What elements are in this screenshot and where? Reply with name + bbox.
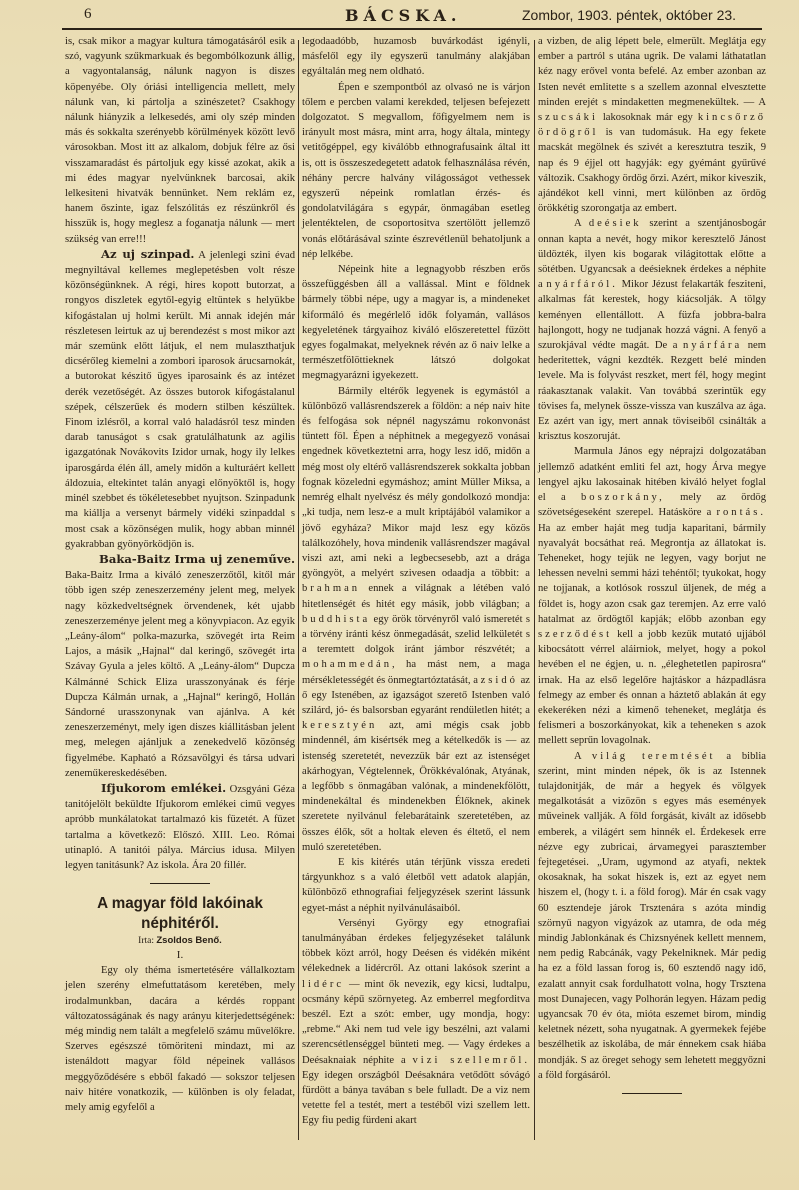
item-text: Ozsgyáni Géza tanitójelölt beküldte Ifjukorom emlékei cimű vegyes apróbb munkálatokat tartalmazó kis füzetét. A füzet tartalma a következő: Előszó. XIII. Leo. Római utinapló. A tanitói pálya. Március idusa. Milyen legyen tanitásunk? Az iskola. Ára 20 fillér.	[65, 783, 295, 871]
spaced-term: deésiek	[588, 218, 642, 230]
paragraph	[302, 916, 530, 1129]
text-run: a biblia szerint, mint minden népek, ők is az Istennek tulajdonitják, de már a hegyek és völgyek megalkotását a vizözön s egyes más események műveinek vallják. A föld forgását, kivált az idősebb emberek, a világért sem hinnék el. Érdekesek erre nézve egy zubricai, árvamegyei parasztember fejtegetései. „Uram, ugymond az atyafi, nektek okosaknak, ha sokat hiszek is, ezt az egyet nem hiszem el, (hogy t. i. a föld forog). Már én csak vagy 60 esztendeje járok Trsztenára s azóta mindig szörnyű nagyon vigyázok az utamra, de oda még mindig Jablonkának és Chizsnyének kellett mennem, nem pedig Rabcánák, vagy Pekelniknek. Már pedig ha ez a föld lassan forog is, 60 esztendő nagy idő, ezalatt annyit csak fordulhatott volna, hogy Trsztena most Dunajecen, vagy Polhorán legyen. Házam pedig ugyancsak 70 év óta, mióta eszemet birom, mindig keletnek nézett, soha nyugatnak. A gyermekek fejébe beszélhetik az iskolába, de már énnekem csak hiába mondják. S az öreget sehogy sem lehetett meggyőzni a föld forgásáról.	[538, 750, 767, 1081]
spaced-term: szerződést	[538, 628, 613, 640]
text-run: nem hederitettek, vágni kezdték. Rezgett belé minden levele. Ma is folyvást reszket, mert fél, hogy megint ráakasztanak valakit. Van továbbá szerintük egy tövises fa, melynek össze-vissza van kuszálva az ága. Ez azért van igy, mert annak töviseiből csinálták a krisztus koszoruját.	[538, 340, 766, 443]
end-rule	[622, 1093, 682, 1094]
dateline: Zombor, 1903. péntek, október 23.	[522, 7, 737, 23]
spaced-term: rontás.	[716, 507, 766, 519]
spaced-term: boszorkány,	[580, 492, 665, 504]
spaced-term: vizi szellemről.	[412, 1054, 530, 1066]
spaced-term: kincsőrző ördögről	[538, 112, 766, 139]
header-rule	[62, 28, 762, 30]
spaced-term: brahman	[302, 583, 361, 595]
byline-prefix: Irta:	[138, 936, 154, 947]
text-run: egy örök törvényről való ismeretét s a törvény iránti kész önmegadását, szelid lelkületét s a teremtett dolgok iránt jámbor részvétét; a	[302, 613, 530, 656]
spaced-term: lidérc	[302, 978, 345, 990]
spaced-term: mohammedán	[302, 659, 393, 671]
text-run: szerint a szentjánosbogár onnan kapta a nevét, hogy mikor keresztelő Jánost üldözték, ilyen kis bogarak világitottak előtte a sötétben. Ugyancsak a deésieknek érdekes a néphite a	[538, 218, 766, 291]
news-item-baka-baitz: Baka-Baitz Irma a kiváló zeneszerzőtől, kitől már több igen szép zeneszerzemény jelent meg, melyek nagy közkedveltségnek örvendenek, két ujabb zeneszerzeménye jelent meg a könyvpiacon. Az egyik „Leány-álom“ polka-mazurka, szövegét irta Reim Lajos, a másik „Hajnal“ dal keringő, szövegét irta Szávay Gyula a jeles költő. A „Leány-álom“ Dupcza Kálmánné Schick Eliza urasszonyának és férje Dupcza Kálmán urnak, a „Hajnal“ keringő, Hollán Sándorné urasszonynak van ajánlva. A két zeneszerzeményt, mely igen diszes kiállitásban jelent meg, melegen ajánljuk a zenekedvelő közönség figyelmébe. Kapható a Rózsavölgyi és társa udvari zeneműkereskedésében.	[65, 570, 295, 779]
paragraph: is, csak mikor a magyar kultura támogatásáról esik a szó, vagyunk szűkmarkuak és begombólkozunk állig, a vagyontalanság, nálunk nagyon is diszes köpenyébe. Oly óriási intelligencia mellett, mely nálunk van, ki pártolja a szinészetet? Csakhogy nálunk hiányzik a lelkesedés, ami oly szép minden más és sokkalta szerényebb körülmények között levő városokban. Most itt az alkalom, dobjuk félre az ősi visszamaradást és pártoljuk egy kissé azokat, akik a mi édes magyar nyelvünknek barcosai, akik lelkesiteni hivatvák bennünket. Nem reklám ez, hanem őszinte, igaz felszólitás ez részünkről és hisszük is, hogy meglesz a foganatja nálunk — mert szükség van erre!!!	[65, 36, 295, 245]
separator-rule	[150, 883, 210, 884]
paragraph	[538, 749, 766, 1083]
text-run: — mint ők nevezik, egy kicsi, ludtalpu, ocsmány képű szörnyeteg. Az emberrel megforditva beszél. Ezt a szót: ember, ugy mondja, hogy: „rebme.“ Aki nem tud vele igy beszélni, azt valami szerencsétlenséggel bünteti meg. — Vagy érdekes a Deésaknaiak néphite a	[302, 978, 530, 1066]
spaced-term: nyárfára	[682, 340, 743, 352]
spaced-term: buddhista	[302, 613, 371, 625]
spaced-term: szucsáki	[538, 112, 598, 124]
text-run: is van tudomásuk. Ha egy fekete macskát megölnek és szivét a keresztutra teszik, 9 nap és 9 éjjel ott hagyják: egy gyémánt gyűrűvé változik. Csakhogy ördög őrzi. Azért, mikor kiveszik, ajándékot kell vinni, mert különben az ördög örökkétig szorongatja az embert.	[538, 127, 766, 215]
page-number: 6	[84, 6, 92, 22]
paragraph: legodaadóbb, huzamosb buvárkodást igényli, másfelől egy ily egyszerű tanulmány alakjában egyáltalán meg nem oldható.	[302, 36, 530, 78]
text-run: Egy idegen országból Deésaknára vetődött sóvágó fürdött a bánya tavában s bele fulladt. De a viz nem vetette fel a testét, mert a testéből vizi szellem lett. Egy fiu pedig fürdeni akart	[302, 1069, 530, 1127]
column-3	[538, 34, 766, 1104]
column-divider	[298, 40, 299, 1140]
paragraph	[538, 216, 766, 444]
news-item-ifjukorom	[65, 781, 295, 873]
paragraph: Népeink hite a legnagyobb részben erős összefüggésben áll a vallással. Mint e földnek bármely többi népe, ugy a magyar is, a mindeneket kiformáló és megérlelő idők folyamán, vallásos kegyeletének tárgyaihoz kiváló előszeretettel fűzött egyes fogalmakat, melyeknek révén az ő naiv lelke a természetfölöttieknek látszó dolgokat megmagyarázni igyekezett.	[302, 264, 530, 382]
item-heading: Ifjukorom emlékei.	[101, 780, 227, 795]
spaced-term: zsidó	[480, 674, 518, 686]
spaced-term: nyárfáról.	[546, 279, 618, 291]
item-heading-baka-baitz	[65, 552, 295, 568]
article-title: A magyar föld lakóinak néphitéről.	[97, 895, 263, 933]
page-header	[62, 6, 762, 28]
text-run: Bármily eltérők legyenek is egymástól a különböző vallásrendszerek a földön: a nép naiv hite és felfogása sok népnél nagyszámu rokonvonást tüntett föl. Épen a néphitnek a megegyező vonásai engednek következtetni arra, hogy lesz idő, midőn a még most oly eltérő vallásrendszerek sokkalta jobban fognak közeledni egymáshoz; amint Müller Miksa, a nemrég elhalt nyelvész és mély gondolkozó mondja: „ki tudja, nem lesz-e a mult kriptájából valamikor a jövő egyháza? Mikor majd lesz egy közös találkozóhely, hova mindenik vallásrendszer magával viszi azt, ami neki a legbecsesebb, azt a drága gyöngyöt, a melyért szivesen odaadja a többit: a	[302, 385, 530, 580]
text-run: Marmula János egy néprajzi dolgozatában jellemző adatként emliti fel azt, hogy Árva megye lengyel ajku lakosainak hitében kiváló helyet foglal el a	[538, 446, 766, 504]
author-name: Zsoldos Benő.	[156, 935, 222, 947]
byline	[65, 934, 295, 948]
text-run: , ha mást nem, a maga mérsékletességét és önmegtartóztatását, a	[302, 659, 530, 686]
text-run: ennek a világnak a létében való hitetlenségét és hitét egy másik, jobb világban; a	[302, 583, 530, 610]
text-run: Mikor Jézust felakarták fesziteni, alkalmas fát kerestek, hogy kiácsolják. A tölgy keményen ellentállott. A füzfa jobbra-balra hajlongott, hogy ne tudjanak hozzá vágni. A fenyő a szurokjával védte magát. De a	[538, 279, 766, 352]
newspaper-page	[62, 0, 767, 1190]
column-divider	[534, 40, 535, 1140]
item-text: A jelenlegi szini évad megnyiltával kellemes meglepetésben volt része közönségünknek. A régi, hires kopott butorzat, a rongyos diszletek egytől-egyig eltüntek s helyükbe kifogástalan uj holmi került. Mi annak idején már részletesen leirtuk az uj berendezést s most mikor azt már szemünk előtt látjuk, el nem mulaszthatjuk dicsérőleg kiemelni a zombori iparosok árucsarnokát, a butorokat készitő ügyes iparosaink és az intézet derék vezetőségét. Az összes butorok kifogástalanul szépek, célszerűek és modern stilben készültek. Finom izlésről, a korral való haladásról tesz minden darab tanuságot s csak gratulálhatunk az agilis igazgatónak Novákovits Izidor urnak, hogy ily lelkes iparosgárda élén áll, amely midőn a kulturáért kellett áldozuia, eltekintet talán anyagi előnyöktől is, hogy minél szebbet és tökéletesebbet nyujtson. Szinpadunk ma kiállja a versenyt bármely vidéki szinpaddal s most csak a közönségen mulik, hogy abban minnél gyakrabban gyönyörködjön is.	[65, 249, 295, 550]
paragraph	[538, 444, 766, 748]
text-run: mely az ördög szövetségeseként szerepel. Hatásköre a	[538, 492, 766, 519]
item-heading: Baka-Baitz Irma uj zeneműve.	[99, 551, 295, 566]
paragraph	[302, 384, 530, 855]
section-numeral: I.	[176, 949, 184, 962]
text-run: lakosoknak már egy	[597, 112, 698, 124]
column-2	[302, 34, 530, 1129]
paragraph: E kis kitérés után térjünk vissza eredeti tárgyunkhoz s a való életből vett adatok alapján, különböző ethnografiai feljegyzések szerint lássunk egyet-mást a néphit nyilvánulásaiból.	[302, 856, 530, 914]
masthead: BÁCSKA.	[345, 6, 462, 25]
text-run: kell a jobb kezük mutató ujjából kibocsátott vérrel aláirniok, melyet, hogy a pokol hevében el ne égjen, u. n. „éleghetetlen papirosra“ irnak. Ha az első legelőre hajtáskor a házpadlásra felmegy az ember és onnan a háztető ablakán át egy ekekeréken nézi a kimenő teheneket, meglátja és felismeri a boszorkányokat, kik a teheneken s azok mellett seprűn lovagolnak.	[538, 628, 766, 747]
spaced-term: keresztyén	[302, 720, 378, 732]
paragraph	[538, 34, 766, 216]
text-run: a vizben, de alig lépett bele, elmerült. Meglátja egy ember a partról s utána ugrik. De valami láthatatlan kéz nagy erővel vonta befelé. Az ember azonban az Isten nevét emlitette s a szellem azonnal elvesztette minden erejét s mindaketten megmenekültek. — A	[538, 36, 766, 108]
news-item-uj-szinpad	[65, 247, 295, 552]
paragraph: Épen e szempontból az olvasó ne is várjon tőlem e percben valami kerekded, teljesen befejezett dolgozatot. S megvallom, főfigyelmem nem is irányult most másra, mint arra, hogy általa, mintegy vetitőgéppel, egy kiválóbb ethnografusaink által itt is, ott is összeszedegetett adatok felhasználása révén, néhány percre halvány világosságot vethessek egyszerű népeink romlatlan érzés- és gondolatvilágára s egypár, önmagában esetleg jelentéktelen, de csoportositva szertölött jellemző vonás előtárásával szinte észrevétlenül behatoljunk a nép lelkébe.	[302, 81, 530, 260]
text-run: A	[574, 218, 589, 230]
text-run: A	[574, 750, 592, 762]
item-heading: Az uj szinpad.	[101, 246, 195, 261]
paragraph: Egy oly théma ismertetésére vállalkoztam jelen szerény elmefuttatásom keretében, mely irodalmunkban, dacára a kérdés roppant változatosságának és nagy arányu kiterjedettségének: még mindig nem talált a megfelelő számu művelőkre. Szerves egészszé tömöriteni mindazt, mi az istenáldott magyar föld népeinek vallásos meggyőződésére s ebből fakadó — sokszor teljesen naiv hitére vonatkozik, — különben is oly feladat, mely amig egyfelől a	[65, 965, 295, 1113]
column-1	[65, 34, 295, 1115]
spaced-term: világ teremtését	[591, 750, 716, 762]
text-run: az ő egy Istenében, az igazságot szerető Istenben való szilárd, jó- és balsorsban egyaránt rendületlen hitét; a	[302, 674, 530, 716]
text-run: Ha az ember haját meg tudja kaparitani, bármily nyavalyát bocsáthat reá. Megrontja az állatokat is. Teheneket, hogy tejük ne legyen, vagy borjut ne lehessen nevelni semmi házi tehéntől; tyukokat, hogy ne tojjanak, a kotlósok rosszul üljenek, de még a földet is, hogy azon csak gaz teremjen. Az erre való hatalmat az ördögtől kapják; előbb azonban egy	[538, 522, 766, 625]
text-run: azt, ami mégis csak jobb mindennél, ám kisértsék meg a kételkedők is — az istenség szeretetét, nevezzük bár ezt az istenséget akárhogyan, Végtelennek, Örökkévalónak, Atyának, a legfőbb s önmagában valónak, a mindenekfölött, mindenekáltal és mindenekben Élőknek, akinek szeretete nyilvánul felebarátaink szeretetében, az összes élők, sőt a holtak eleven és éltető, el nem muló szeretetében.	[302, 720, 530, 853]
text-run: Versényi György egy etnografiai tanulmányában érdekes feljegyzéseket találunk többek közt arról, hogy Deésen és vidékén miként vélekednek a lidércről. Az ottani lakósok szerint a	[302, 917, 530, 975]
